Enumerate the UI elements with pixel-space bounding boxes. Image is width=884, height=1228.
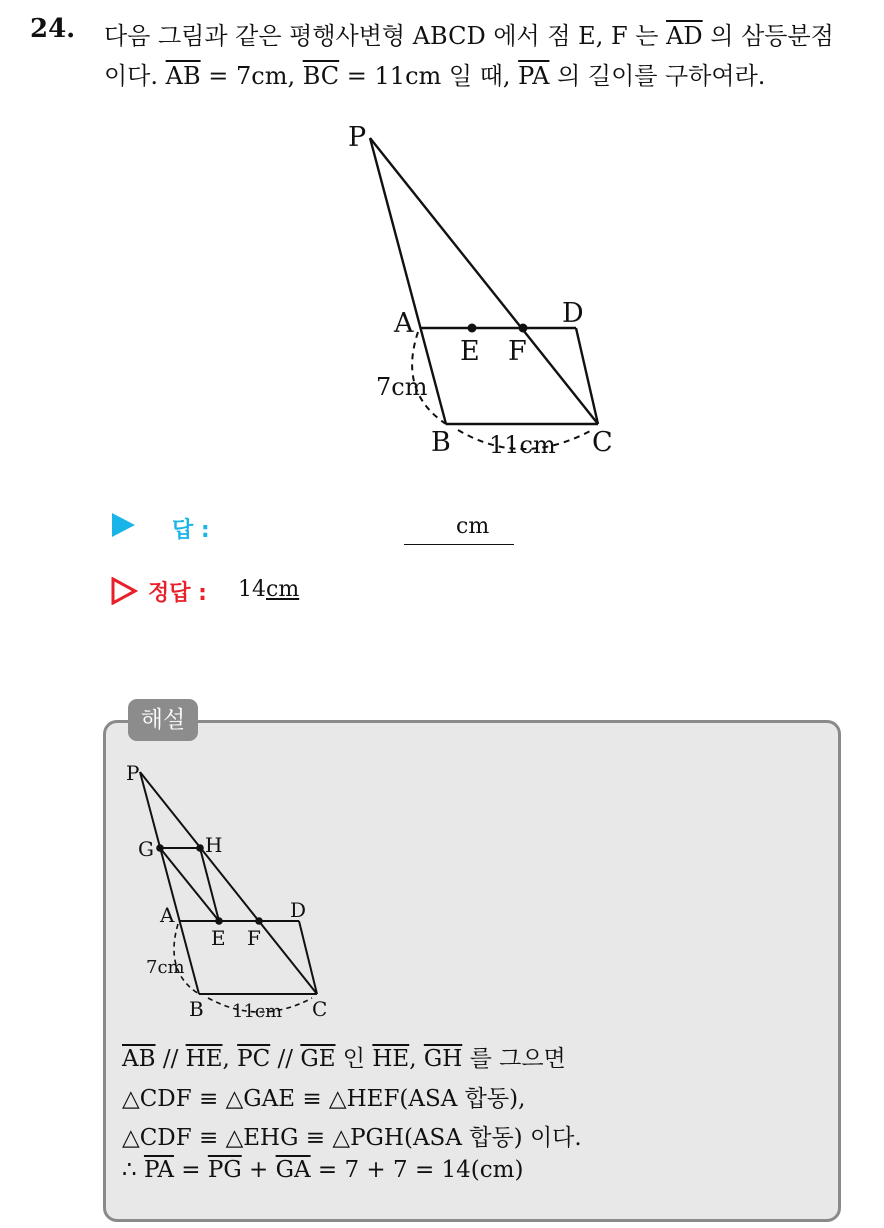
solution-text: 인 (335, 1046, 373, 1072)
bc-length-label: 11cm (489, 431, 556, 459)
solution-text: 를 그으면 (462, 1046, 566, 1072)
question-text: = 11cm 일 때, (339, 62, 519, 90)
parallel-symbol: // (270, 1046, 301, 1072)
segment-pa: $\overline{PA}$ (143, 1157, 174, 1183)
label-d: D (290, 898, 307, 922)
question-text: 의 길이를 구하여라. (549, 62, 766, 90)
label-a: A (394, 308, 414, 339)
segment-ga: $\overline{GA}$ (275, 1157, 311, 1183)
correct-answer-unit: cm (266, 577, 300, 602)
point-e (468, 324, 477, 333)
label-h: H (205, 833, 223, 857)
segment-he: $\overline{HE}$ (372, 1046, 410, 1072)
label-p: P (348, 122, 367, 153)
separator: , (409, 1046, 424, 1072)
label-p: P (126, 761, 140, 785)
label-c: C (312, 997, 328, 1021)
label-a: A (160, 903, 175, 927)
segment-ge: $\overline{GE}$ (300, 1046, 336, 1072)
point-f (519, 324, 528, 333)
bc-length-label: 11cm (232, 1001, 283, 1022)
label-e: E (460, 336, 480, 367)
parallelogram-figure (0, 0, 884, 480)
label-b: B (189, 997, 204, 1021)
solution-figure (0, 740, 884, 1030)
solution-line4 (122, 1157, 523, 1183)
segment-he: $\overline{HE}$ (185, 1046, 223, 1072)
therefore-symbol: ∴ (122, 1157, 144, 1183)
question-text: 이다. (104, 62, 166, 90)
answer-row (110, 512, 136, 540)
equals: = (173, 1157, 208, 1183)
label-b: B (431, 427, 451, 458)
question-number: 24. (30, 14, 76, 44)
segment-gh: $\overline{GH}$ (423, 1046, 463, 1072)
question-text: = 7cm, (200, 62, 303, 90)
plus: + (241, 1157, 276, 1183)
play-triangle-icon (110, 512, 136, 538)
segment-bc: $\overline{BC}$ (302, 62, 340, 90)
correct-answer (238, 577, 299, 602)
segment-ab: $\overline{AB}$ (122, 1046, 156, 1072)
solution-line2: △CDF ≡ △GAE ≡ △HEF(ASA 합동), (122, 1086, 526, 1112)
correct-answer-label: 정답 : (148, 581, 207, 606)
label-d: D (562, 298, 584, 329)
label-f: F (508, 336, 527, 367)
label-c: C (592, 427, 613, 458)
label-g: G (138, 837, 154, 861)
ab-length-label: 7cm (146, 957, 185, 978)
point-g (156, 844, 164, 852)
point-h (196, 844, 204, 852)
question-text: 의 삼등분점 (702, 22, 834, 50)
segment-ab: $\overline{AB}$ (165, 62, 201, 90)
separator: , (222, 1046, 238, 1072)
solution-line1 (122, 1040, 566, 1073)
label-f: F (247, 926, 261, 950)
answer-label: 답 : (172, 518, 210, 543)
parallel-symbol: // (155, 1046, 186, 1072)
answer-unit: cm (456, 514, 490, 539)
outline-triangle-icon (110, 577, 138, 605)
segment-ad: $\overline{AD}$ (666, 22, 703, 50)
solution-line3: △CDF ≡ △EHG ≡ △PGH(ASA 합동) 이다. (122, 1125, 582, 1151)
label-e: E (211, 926, 226, 950)
question-text: 다음 그림과 같은 평행사변형 ABCD 에서 점 E, F 는 (104, 22, 667, 50)
correct-answer-value: 14 (238, 577, 266, 602)
point-f (255, 917, 263, 925)
solution-result: = 7 + 7 = 14(cm) (310, 1157, 524, 1183)
solution-tag: 해설 (128, 699, 198, 741)
ab-length-label: 7cm (376, 373, 428, 401)
point-e (215, 917, 223, 925)
segment-pg: $\overline{PG}$ (207, 1157, 242, 1183)
segment-pa: $\overline{PA}$ (518, 62, 550, 90)
segment-pc: $\overline{PC}$ (237, 1046, 271, 1072)
